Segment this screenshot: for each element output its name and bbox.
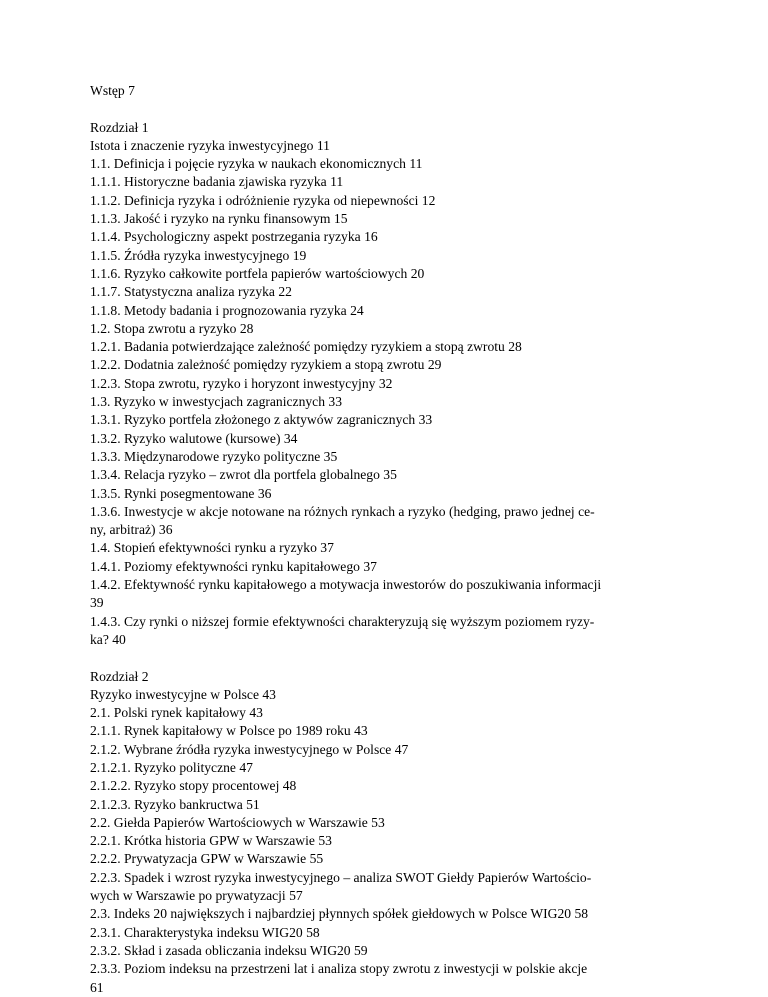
toc-line: 1.1.7. Statystyczna analiza ryzyka 22: [90, 284, 292, 300]
toc-line: 1.2.2. Dodatnia zależność pomiędzy ryzykiem a stopą zwrotu 29: [90, 357, 442, 373]
toc-line: 2.1.1. Rynek kapitałowy w Polsce po 1989 roku 43: [90, 723, 368, 739]
toc-line: 2.3.1. Charakterystyka indeksu WIG20 58: [90, 924, 320, 940]
toc-line: 1.4.1. Poziomy efektywności rynku kapitałowego 37: [90, 558, 377, 574]
toc-line: wych w Warszawie po prywatyzacji 57: [90, 888, 303, 904]
toc-line: 1.1.3. Jakość i ryzyko na rynku finansowym 15: [90, 211, 348, 227]
chapter-heading: Rozdział 2: [90, 668, 149, 684]
toc-line: 1.2. Stopa zwrotu a ryzyko 28: [90, 320, 254, 336]
chapter-1: [90, 119, 686, 650]
toc-intro: Wstęp 7: [90, 83, 135, 98]
toc-line: 1.2.1. Badania potwierdzające zależność pomiędzy ryzykiem a stopą zwrotu 28: [90, 339, 522, 355]
toc-line: 1.1.8. Metody badania i prognozowania ryzyka 24: [90, 302, 364, 318]
table-of-contents: [90, 82, 686, 997]
toc-line: 1.4.3. Czy rynki o niższej formie efektywności charakteryzują się wyższym poziomem ryzy-: [90, 613, 595, 629]
toc-line: ny, arbitraż) 36: [90, 522, 173, 538]
toc-line: ka? 40: [90, 631, 126, 647]
toc-line: 1.1.5. Źródła ryzyka inwestycyjnego 19: [90, 247, 307, 263]
toc-line: 1.3.2. Ryzyko walutowe (kursowe) 34: [90, 430, 298, 446]
toc-line: 1.3.4. Relacja ryzyko – zwrot dla portfela globalnego 35: [90, 467, 397, 483]
toc-line: 1.4. Stopień efektywności rynku a ryzyko 37: [90, 540, 334, 556]
toc-line: Istota i znaczenie ryzyka inwestycyjnego 11: [90, 137, 330, 153]
toc-line: 2.1. Polski rynek kapitałowy 43: [90, 705, 263, 721]
toc-line: 2.2.3. Spadek i wzrost ryzyka inwestycyjnego – analiza SWOT Giełdy Papierów Wartościo-: [90, 869, 592, 885]
chapter-heading: Rozdział 1: [90, 119, 149, 135]
toc-line: 1.1. Definicja i pojęcie ryzyka w naukach ekonomicznych 11: [90, 156, 423, 172]
toc-line: 1.1.1. Historyczne badania zjawiska ryzyka 11: [90, 174, 344, 190]
toc-line: 2.2.1. Krótka historia GPW w Warszawie 53: [90, 833, 332, 849]
toc-line: 1.4.2. Efektywność rynku kapitałowego a motywacja inwestorów do poszukiwania informacji: [90, 577, 602, 593]
toc-line: 1.1.2. Definicja ryzyka i odróżnienie ryzyka od niepewności 12: [90, 192, 436, 208]
toc-line: 1.3.1. Ryzyko portfela złożonego z aktywów zagranicznych 33: [90, 412, 433, 428]
toc-line: 2.2.2. Prywatyzacja GPW w Warszawie 55: [90, 851, 324, 867]
toc-line: 61: [90, 979, 104, 995]
spacer: [90, 100, 686, 118]
toc-line: 1.1.4. Psychologiczny aspekt postrzegania ryzyka 16: [90, 229, 378, 245]
toc-line: 2.1.2.3. Ryzyko bankructwa 51: [90, 796, 260, 812]
toc-line: 2.3. Indeks 20 największych i najbardziej płynnych spółek giełdowych w Polsce WIG20 58: [90, 906, 589, 922]
toc-line: 1.2.3. Stopa zwrotu, ryzyko i horyzont inwestycyjny 32: [90, 375, 393, 391]
toc-line: 39: [90, 595, 104, 611]
toc-line: Ryzyko inwestycyjne w Polsce 43: [90, 686, 276, 702]
toc-line: 2.1.2.2. Ryzyko stopy procentowej 48: [90, 778, 297, 794]
toc-line: 2.3.3. Poziom indeksu na przestrzeni lat i analiza stopy zwrotu z inwestycji w polskie akcje: [90, 961, 588, 977]
toc-line: 1.3.6. Inwestycje w akcje notowane na różnych rynkach a ryzyko (hedging, prawo jednej ce-: [90, 503, 595, 519]
toc-line: 2.2. Giełda Papierów Wartościowych w Warszawie 53: [90, 814, 385, 830]
toc-line: 2.1.2.1. Ryzyko polityczne 47: [90, 759, 253, 775]
toc-line: 2.1.2. Wybrane źródła ryzyka inwestycyjnego w Polsce 47: [90, 741, 409, 757]
toc-line: 1.1.6. Ryzyko całkowite portfela papierów wartościowych 20: [90, 265, 425, 281]
spacer: [90, 649, 686, 667]
toc-line: 1.3.5. Rynki posegmentowane 36: [90, 485, 272, 501]
toc-line: 1.3.3. Międzynarodowe ryzyko polityczne 35: [90, 448, 338, 464]
toc-line: 1.3. Ryzyko w inwestycjach zagranicznych 33: [90, 394, 342, 410]
chapter-2: [90, 668, 686, 997]
toc-line: 2.3.2. Skład i zasada obliczania indeksu WIG20 59: [90, 942, 368, 958]
